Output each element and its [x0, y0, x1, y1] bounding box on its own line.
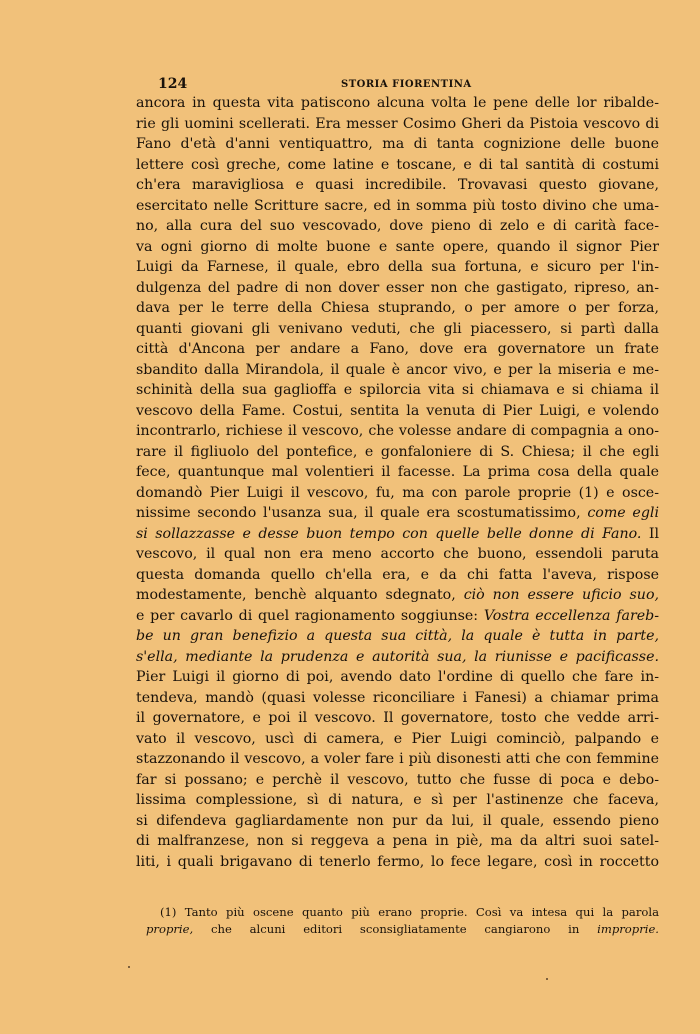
text-span: far si possano; e perchè il vescovo, tutto che fusse di poca e debo- [136, 771, 659, 788]
text-line [136, 606, 659, 627]
text-line [136, 852, 659, 873]
text-span: nissime secondo l'usanza sua, il quale era scostumatissimo, [136, 505, 588, 521]
text-span: sbandito dalla Mirandola, il quale è ancor vivo, e per la miseria e me- [136, 361, 659, 378]
text-line [136, 770, 659, 791]
text-span: dulgenza del padre di non dover esser non che gastigato, ripreso, an- [136, 279, 659, 296]
text-span: liti, i quali brigavano di tenerlo fermo, lo fece legare, così in roccetto [136, 853, 659, 870]
text-line [136, 339, 659, 360]
text-span: domandò Pier Luigi il vescovo, fu, ma con parole proprie (1) e osce- [136, 484, 659, 501]
text-line [136, 319, 659, 340]
text-span: ch'era maravigliosa e quasi incredibile. Trovavasi questo giovane, [136, 177, 659, 193]
text-line [136, 749, 659, 770]
text-span: rie gli uomini scellerati. Era messer Cosimo Gheri da Pistoia vescovo di [136, 115, 659, 132]
italic-text: si sollazzasse e desse buon tempo con quelle belle donne di Fano. [136, 525, 642, 542]
text-span: dava per le terre della Chiesa stuprando, o per amore o per forza, [136, 300, 659, 316]
text-span: lettere così greche, come latine e toscane, e di tal santità di costumi [136, 156, 659, 173]
text-line [136, 93, 659, 114]
text-line [136, 565, 659, 586]
text-line [136, 257, 659, 278]
text-line [136, 483, 659, 504]
text-line [136, 524, 659, 545]
text-span: fece, quantunque mal volentieri il facesse. La prima cosa della quale [136, 464, 659, 480]
text-span: incontrarlo, richiese il vescovo, che volesse andare di compagnia a ono- [136, 423, 659, 439]
text-span: città d'Ancona per andare a Fano, dove era governatore un frate [136, 341, 659, 357]
italic-text: be un gran benefizio a questa sua città, la quale è tutta in parte, [136, 628, 659, 644]
text-line [136, 544, 659, 565]
text-span: vescovo della Fame. Costui, sentita la venuta di Pier Luigi, e volendo [136, 402, 659, 419]
text-line [136, 114, 659, 135]
text-line [136, 626, 659, 647]
text-span: stazzonando il vescovo, a voler fare i più disonesti atti che con femmine [136, 751, 659, 767]
text-line [136, 790, 659, 811]
text-span: tendeva, mandò (quasi volesse riconciliare i Fanesi) a chiamar prima [136, 689, 659, 706]
text-line [136, 401, 659, 422]
text-line [136, 667, 659, 688]
text-span: Luigi da Farnese, il quale, ebro della sua fortuna, e sicuro per l'in- [136, 259, 659, 275]
text-line [136, 647, 659, 668]
text-span: Fano d'età d'anni ventiquattro, ma di tanta cognizione delle buone [136, 136, 659, 152]
text-line [136, 585, 659, 606]
italic-text: proprie, [146, 922, 194, 936]
footnote-line [146, 921, 659, 938]
text-span: Il [641, 525, 659, 542]
text-line [136, 729, 659, 750]
text-line [136, 237, 659, 258]
italic-text: s'ella, mediante la prudenza e autorità sua, la riunisse e pacificasse. [136, 648, 659, 665]
text-span: Pier Luigi il giorno di poi, avendo dato l'ordine di quello che fare in- [136, 669, 659, 685]
paper-speck [128, 966, 130, 968]
text-line [136, 216, 659, 237]
text-span: lissima complessione, sì di natura, e sì per l'astinenze che faceva, [136, 792, 659, 808]
text-span: esercitato nelle Scritture sacre, ed in somma più tosto divino che uma- [136, 197, 659, 214]
text-line [136, 688, 659, 709]
text-span: quanti giovani gli venivano veduti, che gli piacessero, si partì dalla [136, 320, 659, 337]
text-line [136, 134, 659, 155]
text-span: di malfranzese, non si reggeva a pena in piè, ma da altri suoi satel- [136, 833, 659, 849]
text-line [136, 503, 659, 524]
running-title: STORIA FIORENTINA [341, 79, 472, 90]
footnote-line [146, 904, 659, 921]
text-span: va ogni giorno di molte buone e sante opere, quando il signor Pier [136, 238, 659, 255]
text-span: vescovo, il qual non era meno accorto che buono, essendoli paruta [136, 546, 659, 562]
page-number: 124 [158, 76, 188, 92]
text-line [136, 831, 659, 852]
text-span: che alcuni editori sconsigliatamente cangiarono in [193, 922, 598, 936]
text-line [136, 462, 659, 483]
text-span: no, alla cura del suo vescovado, dove pieno di zelo e di carità face- [136, 218, 659, 234]
text-span: si difendeva gagliardamente non pur da lui, il quale, essendo pieno [136, 812, 659, 829]
text-line [136, 421, 659, 442]
italic-text: improprie. [597, 922, 659, 936]
footnote [146, 904, 659, 938]
text-line [136, 811, 659, 832]
text-line [136, 175, 659, 196]
text-span: schinità della sua gaglioffa e spilorcia vita si chiamava e si chiama il [136, 382, 659, 398]
running-header [158, 76, 540, 93]
text-span: vato il vescovo, uscì di camera, e Pier Luigi cominciò, palpando e [136, 730, 659, 747]
main-text [136, 93, 659, 872]
text-line [136, 708, 659, 729]
text-line [136, 278, 659, 299]
text-line [136, 155, 659, 176]
text-span: rare il figliuolo del pontefice, e gonfaloniere di S. Chiesa; il che egli [136, 443, 659, 460]
text-line [136, 360, 659, 381]
text-line [136, 380, 659, 401]
italic-text: Vostra eccellenza fareb- [483, 607, 659, 624]
paper-speck [546, 978, 548, 980]
text-span: ancora in questa vita patiscono alcuna volta le pene delle lor ribalde- [136, 95, 659, 111]
text-span: questa domanda quello ch'ella era, e da chi fatta l'aveva, rispose [136, 566, 659, 583]
italic-text: come egli [587, 505, 659, 521]
text-line [136, 196, 659, 217]
text-span: il governatore, e poi il vescovo. Il governatore, tosto che vedde arri- [136, 710, 659, 726]
text-span: e per cavarlo di quel ragionamento soggiunse: [136, 607, 484, 624]
text-span: (1) Tanto più oscene quanto più erano proprie. Così va intesa qui la parola [160, 905, 659, 919]
italic-text: ciò non essere uficio suo, [463, 587, 659, 603]
text-line [136, 298, 659, 319]
text-span: modestamente, benchè alquanto sdegnato, [136, 587, 464, 603]
text-line [136, 442, 659, 463]
